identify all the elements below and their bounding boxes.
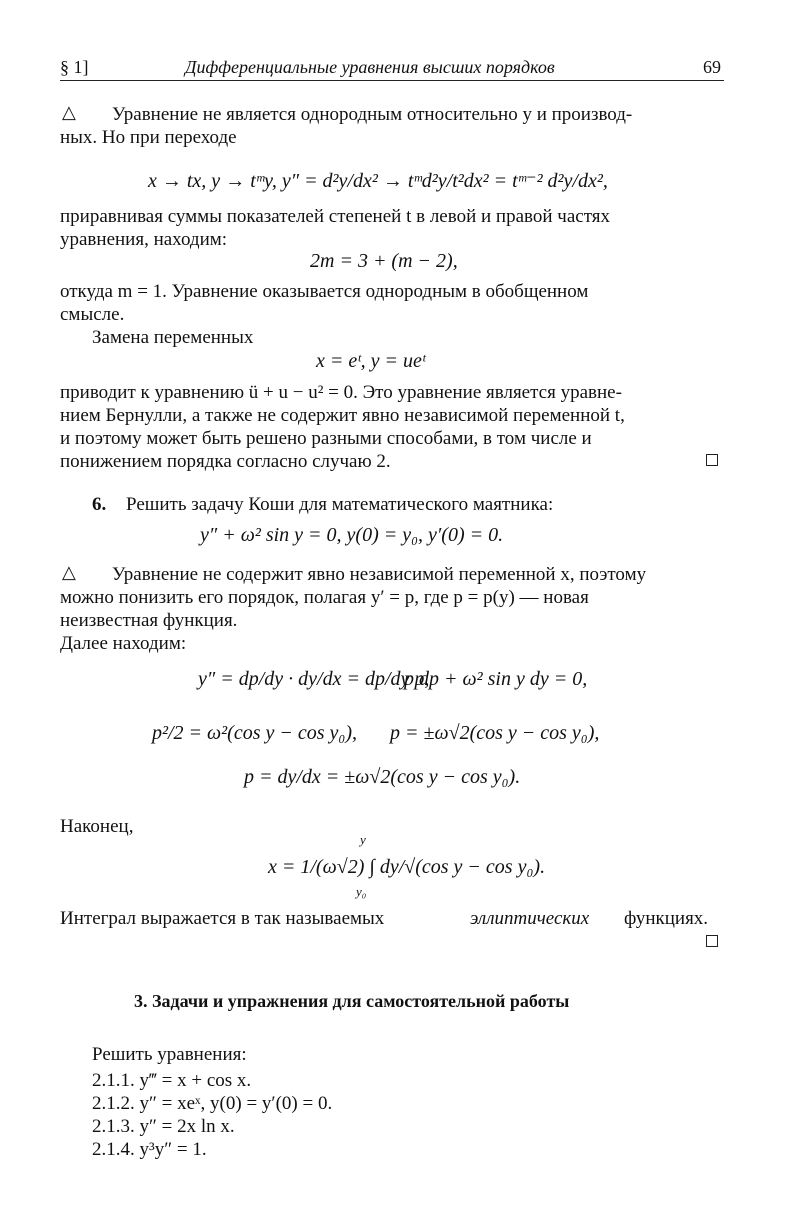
p6-eq2-a: p²/2 = ω²(cos y − cos y₀), (152, 722, 358, 744)
section3-heading: 3. Задачи и упражнения для самостоятельной работы (134, 991, 570, 1011)
exercise-item: 2.1.3. y″ = 2x ln x. (92, 1116, 235, 1137)
p6-sol-line4: Далее находим: (60, 633, 187, 654)
p6-conclusion-post: функциях. (624, 908, 709, 929)
p6-eq3: p = dy/dx = ±ω√2(cos y − cos y₀). (244, 766, 521, 788)
p6-eq1-b: p dp + ω² sin y dy = 0, (404, 668, 588, 690)
p5-line5: откуда m = 1. Уравнение оказывается однородным в обобщенном (60, 281, 589, 302)
qed-square-icon (706, 454, 718, 466)
exercise-item: 2.1.2. y″ = xeˣ, y(0) = y′(0) = 0. (92, 1093, 333, 1114)
p5-line6: смысле. (60, 304, 125, 325)
p6-eq1-a: y″ = dp/dy · dy/dx = dp/dy p, (198, 668, 430, 690)
section3-intro: Решить уравнения: (92, 1044, 247, 1065)
qed-square-icon (706, 935, 718, 947)
p5-line2: ных. Но при переходе (60, 127, 237, 148)
p6-conclusion-pre: Интеграл выражается в так называемых (60, 908, 385, 929)
p6-sol-line1: Уравнение не содержит явно независимой переменной x, поэтому (112, 564, 647, 585)
p6-int-lower: y₀ (356, 884, 367, 899)
header-rule (60, 80, 724, 81)
exercise-item: 2.1.4. y³y″ = 1. (92, 1139, 207, 1160)
p5-line1: Уравнение не является однородным относительно y и производ- (112, 104, 633, 125)
p6-eq-int: x = 1/(ω√2) ∫ dy/√(cos y − cos y₀). (268, 856, 546, 878)
p6-conclusion-em: эллиптических (470, 908, 590, 929)
p6-sol-line3: неизвестная функция. (60, 610, 238, 631)
p6-eq-cauchy: y″ + ω² sin y = 0, y(0) = y₀, y′(0) = 0. (200, 524, 504, 546)
p6-finally: Наконец, (60, 816, 134, 837)
p5-line8: приводит к уравнению ü + u − u² = 0. Это уравнение является уравне- (60, 382, 622, 403)
exercise-item: 2.1.1. y‴ = x + cos x. (92, 1070, 252, 1091)
p5-line3: приравнивая суммы показателей степеней t в левой и правой частях (60, 206, 610, 227)
p5-line9: нием Бернулли, а также не содержит явно независимой переменной t, (60, 405, 625, 426)
header-page-number: 69 (703, 57, 721, 77)
header-section: § 1] (60, 57, 89, 77)
header-title: Дифференциальные уравнения высших порядков (185, 57, 555, 77)
p5-eq-subst: x = eᵗ, y = ueᵗ (316, 350, 426, 372)
p5-line11: понижением порядка согласно случаю 2. (60, 451, 391, 472)
p6-eq2-b: p = ±ω√2(cos y − cos y₀), (390, 722, 600, 744)
p6-int-upper: y (360, 832, 366, 847)
p6-sol-line2: можно понизить его порядок, полагая y′ = p, где p = p(y) — новая (60, 587, 589, 608)
p6-statement: Решить задачу Коши для математического маятника: (126, 494, 554, 515)
p5-line10: и поэтому может быть решено разными способами, в том числе и (60, 428, 592, 449)
p5-eq-transform: x → tx, y → tᵐy, y″ = d²y/dx² → tᵐd²y/t²dx² = tᵐ⁻² d²y/dx², (148, 170, 608, 192)
p6-number: 6. (92, 494, 107, 515)
p5-line7: Замена переменных (92, 327, 254, 348)
triangle-icon: △ (62, 102, 76, 123)
p5-line4: уравнения, находим: (60, 229, 228, 250)
triangle-icon: △ (62, 562, 76, 583)
p5-eq-m: 2m = 3 + (m − 2), (310, 250, 458, 272)
